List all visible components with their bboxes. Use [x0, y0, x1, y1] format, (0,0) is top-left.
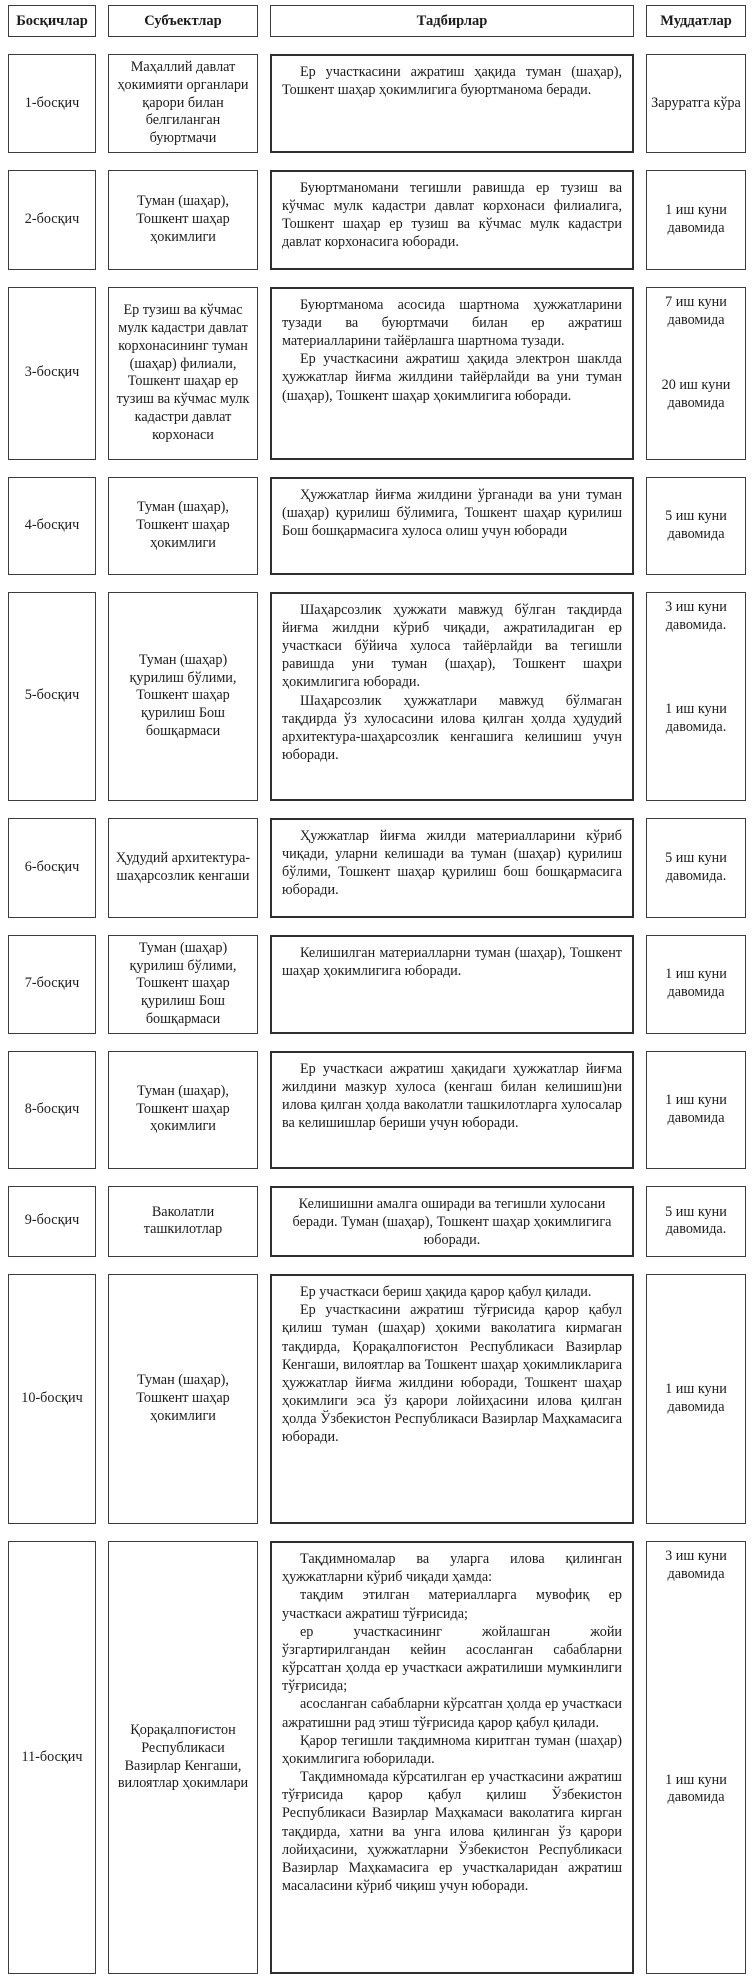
deadline-text: 3 иш куни давомида. — [665, 598, 727, 633]
header-cell-subjects — [108, 5, 258, 37]
deadline-cell — [646, 1186, 746, 1258]
subject-text: Қорақалпоғистон Республикаси Вазирлар Кенгаши, вилоятлар ҳокимлари — [117, 1722, 249, 1792]
table-row — [8, 1274, 746, 1524]
subject-cell — [108, 287, 258, 460]
activity-paragraph: Келишилган материалларни туман (шаҳар), Тошкент шаҳар ҳокимлигига юборади. — [282, 944, 622, 979]
deadline-text: 1 иш куни давомида — [665, 966, 727, 1001]
activity-paragraph: Тақдимномалар ва уларга илова қилинган ҳужжатларни кўриб чиқади ҳамда: — [282, 1551, 622, 1586]
activity-paragraph: Шаҳарсозлик ҳужжати мавжуд бўлган тақдирда йиғма жилдни кўриб чиқади, ажратиладиган ер участкаси бўйича хулоса тайёрлайди ва тегишли равишда уни туман (шаҳар), Тошкент шаҳри ҳокимлигига юборади. — [282, 601, 622, 691]
deadline-cell — [646, 477, 746, 575]
table-header-row — [8, 5, 746, 37]
subject-cell — [108, 1051, 258, 1169]
stage-label: 7-босқич — [24, 975, 80, 992]
subject-text: Ҳудудий архитектура-шаҳарсозлик кенгаши — [115, 850, 251, 884]
table-row — [8, 477, 746, 575]
subject-cell — [108, 818, 258, 918]
deadline-cell — [646, 170, 746, 270]
activities-cell — [270, 477, 634, 575]
deadline-text: 3 иш куни давомида — [665, 1548, 727, 1582]
activity-paragraph: Буюртманома асосида шартнома ҳужжатларини тузади ва буюртмачи билан ер ажратиш материалларини тайёрлашга шартнома тузади. — [282, 296, 622, 350]
table-row — [8, 287, 746, 460]
stage-label: 11-босқич — [21, 1748, 83, 1765]
stage-label: 1-босқич — [24, 94, 80, 111]
subject-cell — [108, 1274, 258, 1524]
subject-text: Туман (шаҳар), Тошкент шаҳар ҳокимлиги — [136, 1372, 230, 1424]
stage-cell — [8, 287, 96, 460]
stage-cell — [8, 54, 96, 153]
subject-cell — [108, 170, 258, 270]
activity-paragraph: Ҳужжатлар йиғма жилдини ўрганади ва уни туман (шаҳар) қурилиш бўлимига, Тошкент шаҳар қурилиш Бош бошқармасига хулоса олиш учун юборади — [282, 486, 622, 540]
subject-text: Маҳаллий давлат ҳокимияти органлари қарори билан белгиланган буюртмачи — [117, 59, 249, 146]
header-label: Тадбирлар — [416, 12, 488, 29]
stage-cell — [8, 1541, 96, 1974]
activity-paragraph: асосланган сабабларни кўрсатган ҳолда ер участкаси ажратишни рад этиш тўғрисида қарор қабул қилади. — [282, 1696, 622, 1731]
table-row — [8, 170, 746, 270]
deadline-text: 5 иш куни давомида. — [665, 1203, 727, 1238]
deadline-cell — [646, 54, 746, 153]
deadline-text: 1 иш куни давомида — [665, 1091, 727, 1126]
activities-cell — [270, 54, 634, 153]
deadline-cell — [646, 1051, 746, 1169]
header-label: Босқичлар — [16, 12, 88, 29]
subject-cell — [108, 1186, 258, 1258]
stage-cell — [8, 477, 96, 575]
subject-text: Туман (шаҳар) қурилиш бўлими, Тошкент шаҳар қурилиш Бош бошқармаси — [129, 939, 237, 1027]
subject-cell — [108, 477, 258, 575]
subject-cell — [108, 935, 258, 1034]
table-body — [8, 54, 746, 1974]
deadline-text: Заруратга кўра — [651, 94, 741, 111]
activity-paragraph: Ер участкаси бериш ҳақида қарор қабул қилади. — [300, 1284, 592, 1301]
activities-cell — [270, 1541, 634, 1974]
activity-paragraph: тақдим этилган материалларга мувофиқ ер участкаси ажратиш тўғрисида; — [282, 1587, 622, 1622]
stage-label: 10-босқич — [21, 1390, 83, 1407]
stage-label: 2-босқич — [24, 210, 80, 227]
deadline-cell — [646, 287, 746, 460]
deadline-text: 5 иш куни давомида. — [665, 850, 727, 884]
stage-cell — [8, 1186, 96, 1258]
stage-label: 5-босқич — [24, 687, 80, 704]
stage-label: 6-босқич — [24, 858, 80, 875]
activity-paragraph: Шаҳарсозлик ҳужжатлари мавжуд бўлмаган тақдирда ўз хулосасини илова қилган ҳолда ҳудудий архитектура-шаҳарсозлик кенгашига келишиш учун юборади. — [282, 692, 622, 764]
activities-cell — [270, 592, 634, 801]
stage-label: 9-босқич — [24, 1212, 80, 1229]
activities-cell — [270, 1051, 634, 1169]
deadline-text: 7 иш куни давомида — [665, 293, 727, 328]
activity-paragraph: Ер участкасини ажратиш ҳақида туман (шаҳар), Тошкент шаҳар ҳокимлигига буюртманома беради. — [282, 64, 622, 99]
activity-paragraph: Буюртманомани тегишли равишда ер тузиш ва кўчмас мулк кадастри давлат корхонаси филиалига, Тошкент шаҳар ер тузиш ва кўчмас мулк кадастри давлат корхонасига юборади. — [282, 179, 622, 251]
header-label: Субъектлар — [144, 12, 222, 29]
activity-paragraph: Ер участкасини ажратиш ҳақида электрон шаклда ҳужжатлар йиғма жилдини тайёрлайди ва уни туман (шаҳар), Тошкент шаҳар ҳокимлигига юборади. — [282, 351, 622, 404]
activities-cell — [270, 170, 634, 270]
activity-paragraph: Келишишни амалга оширади ва тегишли хулосани беради. Туман (шаҳар), Тошкент шаҳар ҳокимлигига юборади. — [292, 1195, 612, 1248]
activity-paragraph: Ҳужжатлар йиғма жилди материалларини кўриб чиқади, уларни келишади ва туман (шаҳар) қурилиш бўлими, Тошкент шаҳар қурилиш бош бошқармасига юборади. — [282, 827, 622, 899]
activities-cell — [270, 287, 634, 460]
subject-text: Ер тузиш ва кўчмас мулк кадастри давлат корхонасининг туман (шаҳар) филиали, Тошкент шаҳар ер тузиш ва кўчмас мулк кадастри давлат корхонаси — [116, 302, 250, 443]
subject-cell — [108, 1541, 258, 1974]
activities-cell — [270, 1186, 634, 1258]
subject-text: Туман (шаҳар), Тошкент шаҳар ҳокимлиги — [136, 499, 230, 551]
deadline-text: 1 иш куни давомида — [665, 1771, 727, 1806]
subject-text: Туман (шаҳар) қурилиш бўлими, Тошкент шаҳар қурилиш Бош бошқармаси — [129, 651, 237, 739]
activity-paragraph: Ер участкаси ажратиш ҳақидаги ҳужжатлар йиғма жилдини мазкур хулоса (кенгаш билан келишиш)ни илова қилган ҳолда ваколатли ташкилотларга хулосалар ва келишишлар бериши учун юборади. — [282, 1060, 622, 1132]
subject-cell — [108, 592, 258, 801]
header-label: Муддатлар — [660, 12, 732, 29]
activity-paragraph: Тақдимномада кўрсатилган ер участкасини ажратиш тўғрисида қарор қабул қилиш Ўзбекистон Республикаси Вазирлар Маҳкамаси ваколатига кирган тақдирда, хатни ва унга илова қилинган ўз қарори лойиҳасини, ҳужжатларни Ўзбекистон Республикаси Вазирлар Маҳкамасига ер участкаларидан ажратиш масаласини кўриб чиқиш учун юборади. — [282, 1769, 622, 1895]
stage-cell — [8, 1051, 96, 1169]
stage-label: 4-босқич — [24, 516, 80, 533]
deadline-text: 1 иш куни давомида — [665, 1381, 727, 1416]
deadline-text: 1 иш куни давомида — [665, 202, 727, 236]
table-row — [8, 54, 746, 153]
subject-text: Ваколатли ташкилотлар — [143, 1203, 223, 1238]
activity-paragraph: ер участкасининг жойлашган жойи ўзгартирилгандан кейин асосланган сабабларни кўрсатган ҳолда ер участкаси ажратилиши мумкинлиги тўғрисида; — [282, 1623, 622, 1695]
stage-cell — [8, 935, 96, 1034]
deadline-cell — [646, 1274, 746, 1524]
subject-cell — [108, 54, 258, 153]
subject-text: Туман (шаҳар), Тошкент шаҳар ҳокимлиги — [136, 1082, 230, 1135]
activity-paragraph: Ер участкасини ажратиш тўғрисида қарор қабул қилиш туман (шаҳар) ҳокими ваколатига кирмаган тақдирда, Қорақалпоғистон Республикаси Вазирлар Кенгаши, вилоятлар ва Тошкент шаҳар ҳокимликларига ҳужжатлар йиғма жилдини юборади, Тошкент шаҳар ҳокимлиги эса ўз қарори лойиҳасини илова қилган ҳолда Ўзбекистон Республикаси Вазирлар Маҳкамасига юборади. — [282, 1302, 622, 1446]
deadline-cell — [646, 935, 746, 1034]
deadline-text: 5 иш куни давомида — [665, 508, 727, 542]
table-row — [8, 1051, 746, 1169]
stage-cell — [8, 170, 96, 270]
activities-cell — [270, 935, 634, 1034]
header-cell-deadlines — [646, 5, 746, 37]
activities-cell — [270, 818, 634, 918]
header-cell-stages — [8, 5, 96, 37]
table-row — [8, 935, 746, 1034]
deadline-cell — [646, 1541, 746, 1974]
header-cell-activities — [270, 5, 634, 37]
stage-label: 3-босқич — [24, 364, 80, 381]
deadline-cell — [646, 592, 746, 801]
table-row — [8, 1186, 746, 1258]
stage-cell — [8, 592, 96, 801]
deadline-text: 1 иш куни давомида. — [665, 701, 727, 736]
activities-cell — [270, 1274, 634, 1524]
activity-paragraph: Қарор тегишли тақдимнома киритган туман (шаҳар) ҳокимлигига юборилади. — [282, 1732, 622, 1767]
subject-text: Туман (шаҳар), Тошкент шаҳар ҳокимлиги — [136, 193, 230, 245]
deadline-cell — [646, 818, 746, 918]
stage-label: 8-босқич — [24, 1100, 80, 1117]
table-row — [8, 1541, 746, 1974]
table-row — [8, 592, 746, 801]
stage-cell — [8, 818, 96, 918]
deadline-text: 20 иш куни давомида — [661, 376, 731, 411]
table-row — [8, 818, 746, 918]
stage-cell — [8, 1274, 96, 1524]
